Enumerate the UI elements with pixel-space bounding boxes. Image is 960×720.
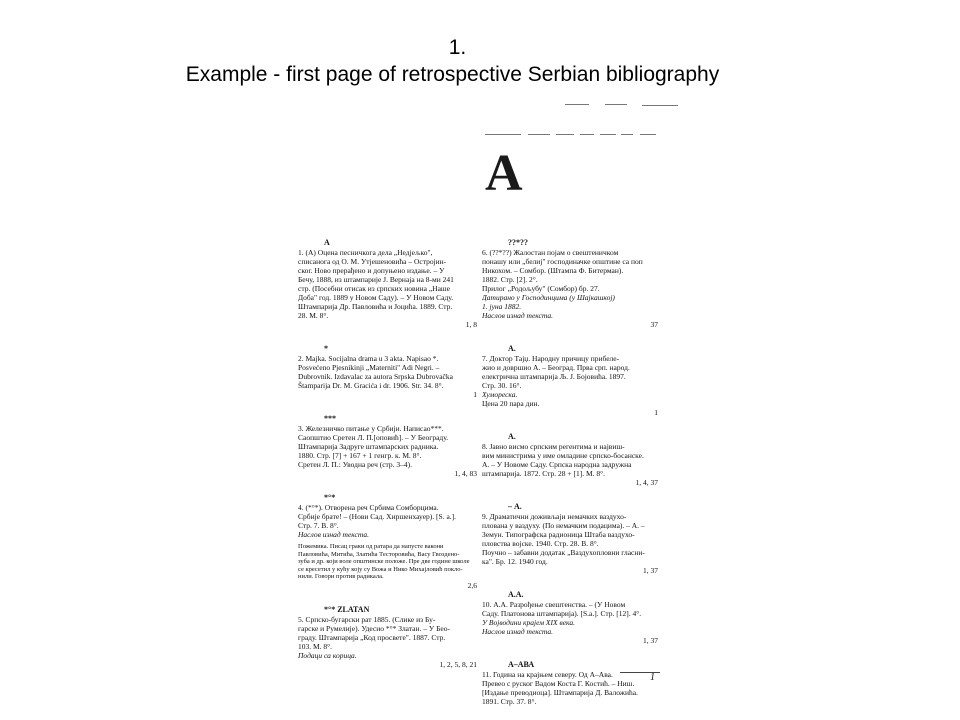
entry-heading: А.А. xyxy=(508,590,524,599)
entry-line: 4. (*°*). Отворена реч Србима Сомборцима. xyxy=(298,503,439,512)
entry-line: Штампарија Др. Павловића и Јоцића. 1889. Стр. xyxy=(298,302,453,311)
header-rule xyxy=(600,134,616,135)
entry-line: 5. Српско-бугарски рат 1885. (Слике из Бу- xyxy=(298,614,436,624)
entry-line: Поучно – забавни додатак „Ваздухопловни гласни- xyxy=(482,548,645,557)
entry-line: 2. Majka. Socijalna drama u 3 akta. Napisao *. xyxy=(298,354,439,363)
entry-references: 1, 37 xyxy=(643,636,658,645)
entry-line: Цена 20 пара дин. xyxy=(482,399,540,408)
bibliography-entry xyxy=(482,432,664,490)
scanned-bibliography-page xyxy=(280,98,680,710)
entry-references: 1 xyxy=(473,390,477,399)
entry-line: А. – У Новоме Саду. Српска народна задружна xyxy=(482,460,632,469)
entry-line: Стр. 30. 16°. xyxy=(482,381,522,390)
entry-line: ка". Бр. 12. 1940 год. xyxy=(482,557,548,566)
entry-line: 28. М. 8°. xyxy=(298,311,329,320)
entry-line: Србије брате! – (Нови Сад. Хиршенхауер). [S. a.]. xyxy=(298,512,457,521)
entry-note-line: Пожемика. Писац граки од ратара да напусте вакони xyxy=(298,543,444,550)
entry-line: 6. (??*??) Жалостан појам о свештеничком xyxy=(482,248,619,257)
entry-line: 7. Доктор Тајџ. Народну причицу прибеле- xyxy=(482,354,620,363)
entry-references: 1, 4, 37 xyxy=(635,478,658,487)
entry-line: плована у ваздуху. (По немачким подацима). – А. – xyxy=(482,521,645,530)
entry-line: Саопштио Сретен Л. П.[оповић]. – У Београду. xyxy=(298,433,449,442)
entry-line: Никохом. – Сомбор. (Штампа Ф. Битерман). xyxy=(482,266,624,275)
entry-line: Подаци са корица. xyxy=(298,650,357,660)
entry-line: Земун. Типографска радионица Штаба ваздухо- xyxy=(482,530,635,539)
entry-line: жио и довршио А. – Београд. Прва срп. народ. xyxy=(482,363,630,372)
slide-title: Example - first page of retrospective Serbian bibliography xyxy=(185,63,720,86)
entry-line: Прилог „Родољубу" (Сомбор) бр. 27. xyxy=(482,284,600,293)
entry-line: 10. А.А. Разрођење свештенства. – (У Новом xyxy=(482,600,626,609)
entry-heading: *°* xyxy=(324,493,336,502)
entry-line: списанога од О. М. Утјешеновића – Остројин- xyxy=(298,257,447,266)
header-rule xyxy=(580,134,594,135)
header-rule xyxy=(621,134,633,135)
entry-line: ског. Ново прерађено и допуњено издање. – У xyxy=(298,266,445,275)
entry-line: Сретен Л. П.: Уводна реч (стр. 3–4). xyxy=(298,460,413,469)
entry-line: електрична штампарија Љ. Ј. Бојовића. 1897. xyxy=(482,372,626,381)
entry-line: У Војводини крајем XIX века. xyxy=(482,618,575,627)
entry-line: Стр. 7. В. 8°. xyxy=(298,521,339,530)
header-rule xyxy=(642,105,678,106)
entry-heading: А–АВА xyxy=(508,660,535,669)
header-rule xyxy=(528,134,550,135)
entry-heading: *°* ZLATAN xyxy=(324,604,370,614)
entry-line: Доба" год. 1889 у Новом Саду). – У Новом Саду. xyxy=(298,293,454,302)
entry-references: 1, 8 xyxy=(465,320,477,329)
entry-line: Превео с руског Вадом Коста Г. Костић. – Ниш. xyxy=(482,679,635,688)
slide-number: 1. xyxy=(448,36,467,59)
entry-line: пловства војске. 1940. Стр. 28. В. 8°. xyxy=(482,539,599,548)
entry-references: 37 xyxy=(650,320,658,329)
entry-line: [Издање преводиоца]. Штампарија Д. Валожића. xyxy=(482,688,638,697)
entry-references: 2,6 xyxy=(467,580,477,590)
bibliography-entry xyxy=(482,344,664,420)
entry-references: 1 xyxy=(654,408,658,417)
entry-line: Štamparija Dr. M. Gracića i dr. 1906. Str. 34. 8°. xyxy=(298,381,444,390)
entry-line: Dubrovnik. Izdavalac za autora Srpska Dubrovačka xyxy=(298,372,453,381)
entry-line: Posvećeno Pjesnikinji „Materniti" Adi Negri. – xyxy=(298,363,440,372)
entry-line: 3. Железничко питање у Србији. Написао***. xyxy=(298,424,444,433)
entry-line: 1882. Стр. [2]. 2°. xyxy=(482,275,538,284)
right-column xyxy=(482,238,664,706)
left-column xyxy=(298,238,483,672)
entry-line: 8. Јавно висмо српским регентима и највиш- xyxy=(482,442,625,451)
entry-line: стр. (Посебни отисак из српских новина „Наше xyxy=(298,284,450,293)
entry-line: Наслов изнад текста. xyxy=(482,627,553,636)
entry-line: Наслов изнад текста. xyxy=(482,311,553,320)
entry-heading: ??*?? xyxy=(508,238,528,247)
header-rule xyxy=(640,134,656,135)
bibliography-entry xyxy=(298,493,483,593)
entry-note-line: се кресетил у кућу коју су Вожа и Нико Михајловић покло- xyxy=(298,565,463,573)
bibliography-entry xyxy=(482,238,664,332)
bibliography-entry xyxy=(298,344,483,402)
entry-heading: *** xyxy=(324,414,336,423)
entry-line: 1891. Стр. 37. 8°. xyxy=(482,697,537,706)
entry-line: 103. М. 8°. xyxy=(298,641,333,651)
entry-heading: А. xyxy=(508,344,516,353)
header-rule xyxy=(556,134,574,135)
entry-line: Бечу, 1888, из штампарије Ј. Вернаја на 8-ми 241 xyxy=(298,275,454,284)
bibliography-entry xyxy=(482,660,664,706)
entry-line: вим министрима у име омладине српско-босанске. xyxy=(482,451,644,460)
entry-line: Саду. Платонова штампарија). [S.a.]. Стр. [12]. 4°. xyxy=(482,609,642,618)
entry-heading: – А. xyxy=(508,502,522,511)
entry-line: 1880. Стр. [7] + 167 + 1 генгр. к. М. 8°. xyxy=(298,451,422,460)
entry-line: Хумореска. xyxy=(482,390,518,399)
entry-line: гарске и Румелије). Удесио *°* Златан. – У Бео- xyxy=(298,623,450,633)
entry-line: 9. Драматични доживљаји немачких ваздухо- xyxy=(482,512,627,521)
bibliography-entry xyxy=(298,238,483,332)
entry-line: Датирано у Господинцима (у Шајкашкој) xyxy=(482,293,615,302)
section-letter: A xyxy=(485,145,523,202)
bibliography-entry xyxy=(482,590,664,648)
header-rule xyxy=(565,104,589,105)
entry-references: 1, 4, 83 xyxy=(454,469,477,478)
entry-heading: А. xyxy=(508,432,516,441)
page-number: 1 xyxy=(650,672,655,683)
entry-line: 1. (А) Оцена песничкога дела „Недјељко", xyxy=(298,248,433,257)
entry-note-line: нили. Говори против радикала. xyxy=(298,573,384,580)
entry-line: Штампарија Задруге штампарских радника. xyxy=(298,442,439,451)
entry-line: Наслов изнад текста. xyxy=(298,530,369,539)
entry-line: 1. јуна 1882. xyxy=(482,302,522,311)
entry-line: штампарија. 1872. Стр. 28 + [1]. М. 8°. xyxy=(482,469,606,478)
entry-line: понашу или „белиј" господиначке општине са поп xyxy=(482,257,643,266)
entry-references: 1, 2, 5, 8, 21 xyxy=(439,659,477,669)
entry-heading: * xyxy=(324,344,328,353)
header-rule xyxy=(485,134,521,135)
header-rule xyxy=(605,104,627,105)
entry-references: 1, 37 xyxy=(643,566,658,575)
entry-note-line: зуба и др. који воле општинске положе. Пре две године школе xyxy=(298,558,470,565)
bibliography-entry xyxy=(298,414,483,481)
bibliography-entry xyxy=(298,605,483,672)
bibliography-entry xyxy=(482,502,664,578)
entry-heading: А xyxy=(324,238,330,247)
entry-note-line: Павловића, Митића, Златића Тесторовића, Васу Гвоздено- xyxy=(298,550,460,558)
entry-line: 11. Година на крајњем северу. Од А–Ава. xyxy=(482,670,613,679)
entry-line: граду. Штампарија „Код просвете". 1887. Стр. xyxy=(298,632,446,642)
